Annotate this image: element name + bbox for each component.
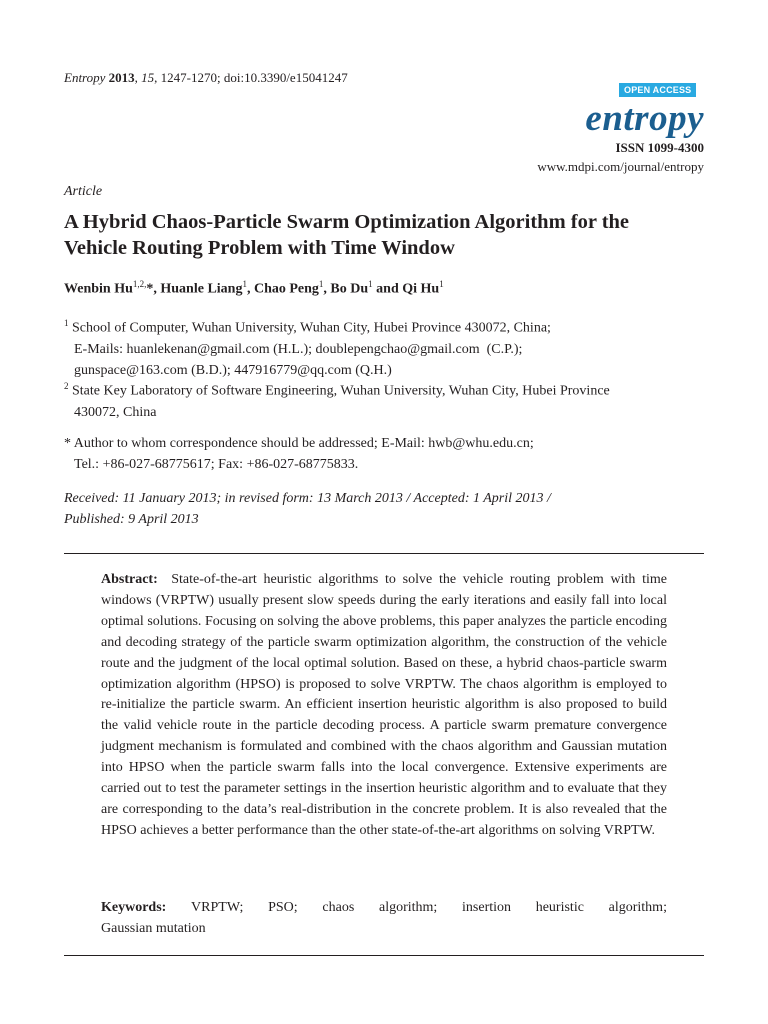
citation-volume: 15 [141,70,155,85]
author-affil-sup: 1 [318,279,324,289]
article-type: Article [64,184,103,199]
top-divider [64,553,704,554]
dates-line: Received: 11 January 2013; in revised form: 13 March 2013 / Accepted: 1 April 2013 / [64,491,551,506]
affiliation-1 [64,313,551,381]
author-name: Huanle Liang [160,281,243,297]
citation-pages-doi: , 1247-1270; doi:10.3390/e15041247 [154,70,348,85]
author-name: Wenbin Hu [64,281,133,297]
author-list: Wenbin $Hu^{1,2,}*$, Huanle Liang$^1$, Chao Peng$^1$, Bo Du$^1$ and Qi Hu$^1$ [64,279,444,297]
affiliation-line: School of Computer, Wuhan University, Wuhan City, Hubei Province 430072, China; [72,320,551,336]
affiliation-number: 2 [64,381,69,391]
keyword-word: insertion [462,900,512,915]
correspondence [64,433,534,475]
affiliation-line: gunspace@163.com (B.D.); 447916779@qq.com (Q.H.) [74,362,392,378]
keyword-word: heuristic [535,900,584,915]
abstract [101,570,667,842]
keyword-word: algorithm; [378,900,438,915]
abstract-text: State-of-the-art heuristic algorithms to solve the vehicle routing problem with time windows (VRPTW) usually present slow speeds during the early iterations and easily fall into local optimal solutions. Focusing on solving the above problems, this paper analyzes the particle encoding and decoding strategy of the particle swarm optimization algorithm, the construction of the vehicle route and the judgment of the local optimal solution. Based on these, a hybrid chaos-particle swarm optimization algorithm (HPSO) is proposed to solve VRPTW. The chaos algorithm is employed to re-initialize the particle swarm. An efficient insertion heuristic algorithm is also proposed to build the valid vehicle route in the particle decoding process. A particle swarm premature convergence judgment mechanism is formulated and combined with the chaos algorithm and Gaussian mutation into HPSO when the particle swarm falls into the local convergence. Extensive experiments are carried out to test the parameter settings in the insertion heuristic algorithm and to evaluate that they are corresponding to the data’s real-distribution in the concrete problem. It is also revealed that the HPSO achieves a better performance than the other state-of-the-art algorithms on solving VRPTW. [101,572,668,838]
dates-line: Published: 9 April 2013 [64,512,199,527]
affiliation-line: 430072, China [74,404,157,420]
affiliation-line: State Key Laboratory of Software Engineering, Wuhan University, Wuhan City, Hubei Province [72,383,610,399]
author-name: Qi Hu [402,281,440,297]
author-affil-sup: 1 [439,279,444,289]
journal-url[interactable]: www.mdpi.com/journal/entropy [537,159,704,174]
affiliation-2 [64,376,610,423]
abstract-label: Abstract: [101,572,158,587]
author-affil-sup: 1,2, [132,279,147,289]
affiliation-line: E-Mails: huanlekenan@gmail.com (H.L.); doublepengchao@gmail.com (C.P.); [74,341,523,357]
publication-dates [64,488,551,530]
keyword-word: chaos [322,900,355,915]
open-access-badge: OPEN ACCESS [619,83,696,97]
keywords-line [101,898,667,919]
keywords [101,898,667,939]
keywords-line: Gaussian mutation [101,920,206,936]
journal-citation: Entropy 2013, 15, 1247-1270; doi:10.3390/e15041247 [64,70,348,85]
paper-title [64,209,714,261]
issn: ISSN 1099-4300 [615,140,704,155]
affiliation-number: 1 [64,318,69,328]
journal-logo: entropy [585,98,704,139]
keyword-word: algorithm; [608,900,667,915]
corresponding-mark: * [146,281,154,297]
bottom-divider [64,955,704,956]
citation-journal: Entropy [64,70,106,85]
correspondence-email: * Author to whom correspondence should be addressed; E-Mail: hwb@whu.edu.cn; [64,436,534,451]
keyword-word: VRPTW; [191,900,244,915]
author-affil-sup: 1 [368,279,373,289]
author-affil-sup: 1 [242,279,247,289]
keyword-word: PSO; [268,900,298,915]
title-line: A Hybrid Chaos-Particle Swarm Optimization Algorithm for the [64,211,630,233]
keywords-label: Keywords: [101,900,167,915]
title-line: Vehicle Routing Problem with Time Window [64,237,455,259]
author-name: Chao Peng [253,281,319,297]
correspondence-phone: Tel.: +86-027-68775617; Fax: +86-027-68775833. [74,457,359,472]
author-name: Bo Du [330,281,369,297]
citation-year: 2013 [108,70,135,85]
